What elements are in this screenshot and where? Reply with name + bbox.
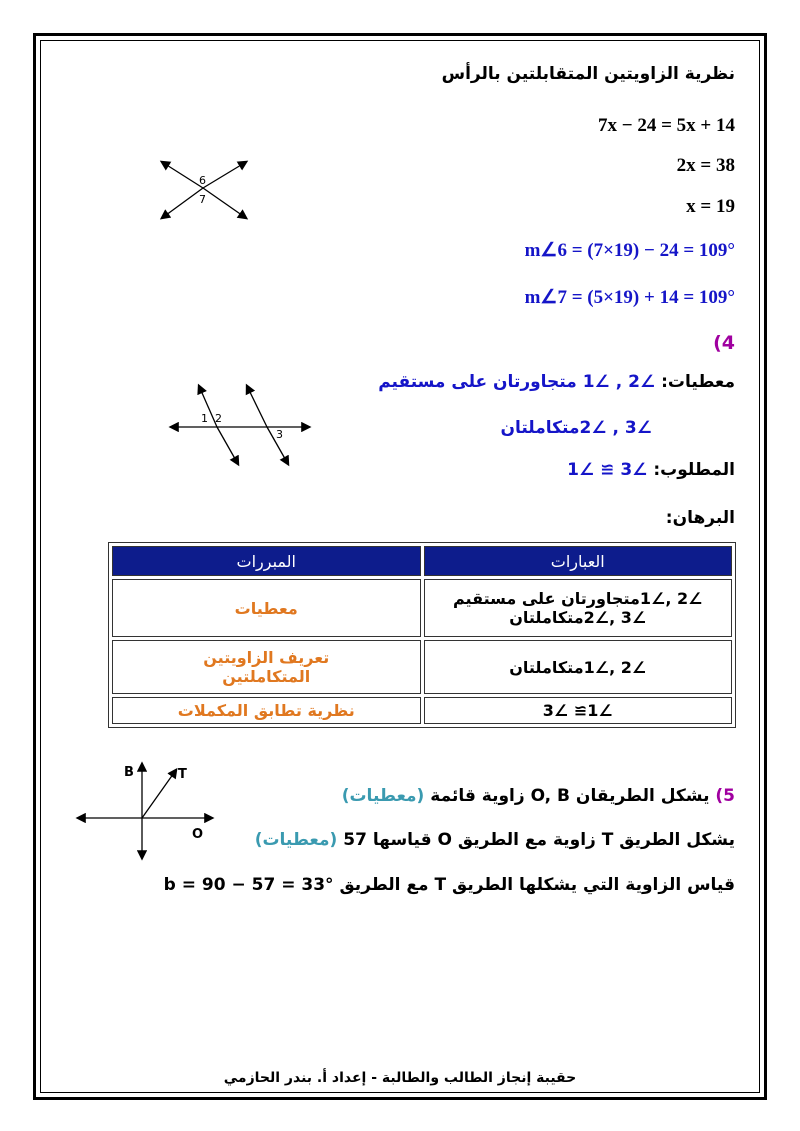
road-b-label: B (124, 765, 134, 780)
required-line (567, 460, 735, 480)
equation-1: 7x − 24 = 5x + 14 (598, 115, 735, 136)
equation-3: x = 19 (686, 196, 735, 217)
given-text-1: ∠2 , ∠1 متجاورتان على مستقيم (378, 372, 656, 392)
reason-cell: نظرية تطابق المكملات (112, 697, 421, 724)
section-5-text-2: يشكل الطريق T زاوية مع الطريق O قياسها 57 (343, 830, 735, 850)
reason-cell: معطيات (112, 579, 421, 637)
section-5-line-1 (342, 786, 735, 806)
equation-angle-6: m∠6 = (7×19) − 24 = 109° (524, 240, 735, 261)
proof-label: البرهان: (665, 508, 735, 528)
given-line-1 (378, 372, 735, 392)
section-5-number: 5) (715, 786, 735, 806)
given-label: معطيات: (661, 372, 735, 392)
theorem-heading: نظرية الزاويتين المتقابلتين بالرأس (441, 64, 735, 84)
angle-7-label: 7 (199, 193, 206, 206)
equation-2: 2x = 38 (676, 155, 735, 176)
table-row (112, 697, 732, 724)
header-statements: العبارات (424, 546, 733, 576)
equation-angle-7: m∠7 = (5×19) + 14 = 109° (524, 287, 735, 308)
reason-cell: تعريف الزاويتين المتكاملتين (112, 640, 421, 694)
header-reasons: المبررات (112, 546, 421, 576)
proof-table (108, 542, 736, 728)
angle-1-label: 1 (201, 412, 208, 425)
roads-figure (72, 758, 222, 868)
required-value: ∠3 ≅ ∠1 (567, 460, 648, 480)
section-5-tag-2: (معطيات) (254, 830, 338, 850)
section-5-tag-1: (معطيات) (341, 786, 425, 806)
section-5-line-3: قياس الزاوية التي يشكلها الطريق T مع الطريق b = 90 − 57 = 33° (163, 875, 735, 895)
section-4-number: (4 (713, 332, 735, 354)
page-footer: حقيبة إنجاز الطالب والطالبة - إعداد أ. بندر الحازمي (223, 1070, 577, 1086)
road-t-label: T (178, 767, 187, 782)
section-5-text-1: يشكل الطريقان O, B زاوية قائمة (430, 786, 710, 806)
table-row (112, 579, 732, 637)
table-row (112, 640, 732, 694)
required-label: المطلوب: (653, 460, 735, 480)
given-line-2: ∠3 , ∠2متكاملتان (500, 418, 652, 438)
angle-6-label: 6 (199, 174, 206, 187)
road-o-label: O (192, 827, 204, 842)
section-5-line-2 (255, 830, 735, 850)
angle-2-label: 2 (215, 412, 222, 425)
statement-cell: ∠2 ,∠1متجاورتان على مستقيم ∠3 ,∠2متكاملتان (424, 579, 733, 637)
statement-cell: ∠2 ,∠1متكاملتان (424, 640, 733, 694)
statement-cell: ∠1≅ ∠3 (424, 697, 733, 724)
parallel-lines-figure (165, 380, 315, 470)
angle-3-label: 3 (276, 428, 283, 441)
vertical-angles-figure (150, 150, 260, 230)
